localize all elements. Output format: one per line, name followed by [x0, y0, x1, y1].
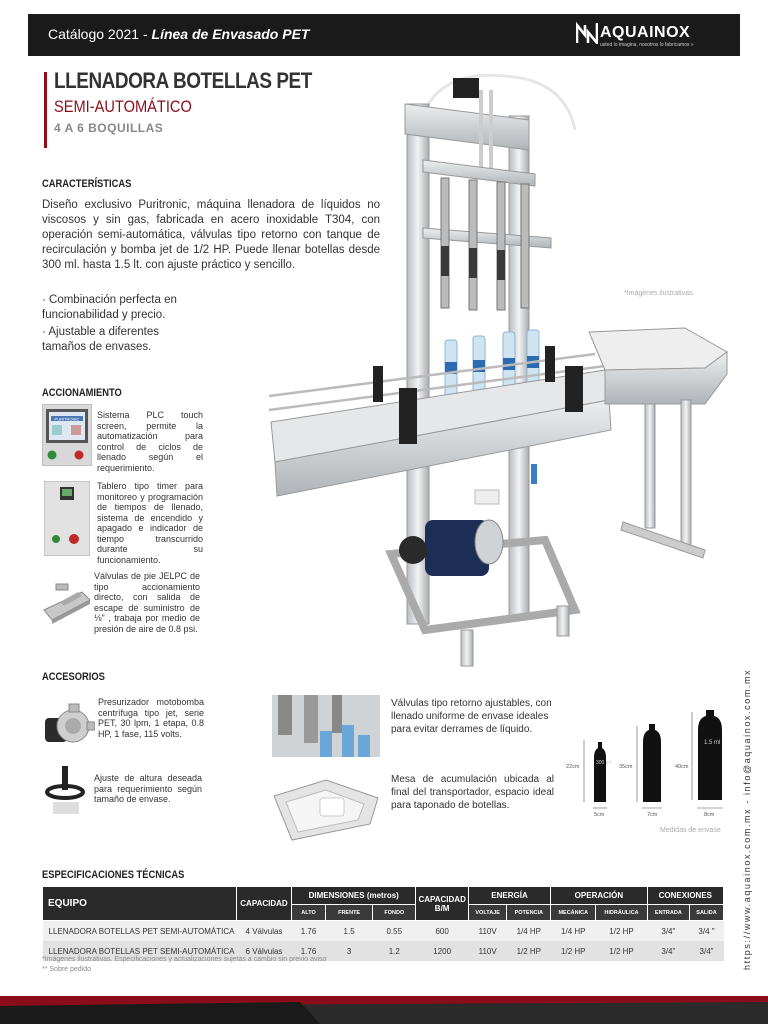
feature-bullet-2: · Ajustable a diferentes tamaños de envases. [42, 326, 159, 353]
sub-salida: SALIDA [690, 905, 724, 921]
cell-capacidad-bm: 600 [416, 921, 468, 942]
bottle-1-height: 22cm [566, 764, 580, 770]
actuation-heading: ACCIONAMIENTO [42, 387, 122, 399]
col-equipo: EQUIPO [43, 887, 237, 921]
cell-frente: 3 [326, 941, 373, 961]
accumulation-table-icon [272, 776, 380, 844]
cell-equipo: LLENADORA BOTELLAS PET SEMI-AUTOMÁTICA [43, 921, 237, 942]
contact-url[interactable]: https://www.aquainox.com.mx - info@aquainox.com.mx [742, 668, 752, 970]
sub-hidraulica: HIDRÁULICA [596, 905, 647, 921]
filling-machine-illustration [265, 70, 735, 680]
col-dimensiones: DIMENSIONES (metros) [291, 887, 415, 905]
pump-description: Presurizador motobomba centrífuga tipo jet, serie PET, 30 lpm, 1 etapa, 0.8 HP, 1 fase, 115 volts. [98, 697, 204, 739]
plc-screen-label: PURITRONIC [54, 416, 80, 422]
product-subtitle: SEMI-AUTOMÁTICO [54, 97, 192, 116]
plc-touchscreen-icon [42, 404, 92, 466]
col-operacion: OPERACIÓN [551, 887, 648, 905]
specs-header-row [43, 887, 724, 905]
catalog-line: Línea de Envasado PET [151, 26, 310, 42]
cell-capacidad: 6 Válvulas [236, 941, 291, 961]
cell-voltaje: 110V [468, 921, 507, 942]
handwheel-description: Ajuste de altura deseada para requerimiento según tamaño de envase. [94, 773, 202, 804]
image-disclaimer: *Imágenes ilustrativas. [624, 290, 695, 297]
specs-table [42, 886, 724, 961]
bottle-2-width: 7cm [647, 812, 658, 818]
bottle-1-width: 5cm [594, 812, 605, 818]
brand-slogan: usted lo imagina, nosotros lo fabricamos » [600, 42, 694, 48]
cell-capacidad: 4 Válvulas [236, 921, 291, 942]
contact-vertical [742, 668, 758, 970]
cell-hidraulica: 1/2 HP [596, 921, 647, 942]
catalog-title [48, 26, 309, 42]
accessories-heading: ACCESORIOS [42, 671, 105, 683]
cell-capacidad-bm: 1200 [416, 941, 468, 961]
product-title: LLENADORA BOTELLAS PET [54, 68, 312, 93]
cell-salida: 3/4" [690, 941, 724, 961]
foot-valve-description: Válvulas de pie JELPC de tipo accionamiento directo, con salida de escape de suministro de ⅛" , trabaja por medio de presión de aire de 0.8 psi. [94, 571, 200, 634]
timer-panel-icon [44, 481, 90, 556]
bottle-2-height: 35cm [619, 764, 633, 770]
specs-footnote-1: *Imágenes ilustrativas. Especificaciones y actualizaciones sujetas a cambio sin previo aviso [42, 956, 327, 963]
cell-fondo: 1.2 [373, 941, 416, 961]
aquainox-logo [576, 22, 726, 50]
accumulation-table-description: Mesa de acumulación ubicada al final del transportador, espacio ideal para taponado de botellas. [391, 774, 554, 811]
title-accent-bar [44, 72, 47, 148]
sub-alto: ALTO [291, 905, 325, 921]
cell-alto: 1.76 [291, 921, 325, 942]
footer-bar [0, 996, 768, 1024]
bottle-size-diagram [560, 704, 730, 824]
sub-voltaje: VOLTAJE [468, 905, 507, 921]
sub-fondo: FONDO [373, 905, 416, 921]
cell-hidraulica: 1/2 HP [596, 941, 647, 961]
cell-salida: 3/4 " [690, 921, 724, 942]
cell-potencia: 1/2 HP [507, 941, 551, 961]
bottle-3-label: 1.5 ml [704, 740, 721, 746]
sub-frente: FRENTE [326, 905, 373, 921]
cell-equipo: LLENADORA BOTELLAS PET SEMI-AUTOMÁTICA [43, 941, 237, 961]
return-valves-description: Válvulas tipo retorno ajustables, con llenado uniforme de envase ideales para evitar derrames de líquido. [391, 698, 552, 735]
plc-description: Sistema PLC touch screen, permite la automatización para control de ciclos de llenado según el requerimiento. [97, 410, 203, 473]
sub-mecanica: MECÁNICA [551, 905, 596, 921]
col-capacidad-bm: CAPACIDAD B/M [416, 887, 468, 921]
height-handwheel-icon [43, 764, 87, 814]
timer-description: Tablero tipo timer para monitoreo y programación de tiempos de llenado, sistema de encendido y apagado e indicador de tiempo transcurrido durante su funcionamiento. [97, 481, 203, 565]
brand-name: AQUAINOX [600, 24, 691, 41]
col-conexiones: CONEXIONES [647, 887, 723, 905]
bottle-3-height: 40cm [675, 764, 689, 770]
cell-potencia: 1/4 HP [507, 921, 551, 942]
cell-frente: 1.5 [326, 921, 373, 942]
cell-entrada: 3/4" [647, 941, 689, 961]
bottle-1-label: 300 ml [596, 760, 612, 766]
features-heading: CARACTERÍSTICAS [42, 178, 132, 190]
col-energia: ENERGÍA [468, 887, 550, 905]
specs-footnote-2: ** Sobre pedido [42, 966, 92, 973]
sub-potencia: POTENCIA [507, 905, 551, 921]
catalog-year: Catálogo 2021 - [48, 26, 152, 42]
return-valves-icon [272, 695, 380, 757]
bottle-diagram-caption: Medidas de envase [660, 827, 721, 834]
logo-mark-icon [576, 22, 598, 44]
feature-bullet-1: · Combinación perfecta en funcionabilidad y precio. [42, 294, 177, 321]
cell-mecanica: 1/4 HP [551, 921, 596, 942]
product-nozzles: 4 A 6 BOQUILLAS [54, 121, 164, 135]
bottle-3-width: 8cm [704, 812, 715, 818]
specs-heading: ESPECIFICACIONES TÉCNICAS [42, 869, 185, 881]
col-capacidad: CAPACIDAD [236, 887, 291, 921]
cell-alto: 1.76 [291, 941, 325, 961]
cell-entrada: 3/4" [647, 921, 689, 942]
features-description: Diseño exclusivo Puritronic, máquina llenadora de líquidos no viscosos y sin gas, fabricada en acero inoxidable T304, con operación semi-automática, válvulas tipo retorno con tanque de recirculación y bomba jet de 1/2 HP. Puede llenar botellas desde 300 ml. hasta 1.5 lt. con ajuste práctico y sencillo. [42, 199, 380, 271]
cell-voltaje: 110V [468, 941, 507, 961]
cell-fondo: 0.55 [373, 921, 416, 942]
foot-valve-icon [42, 580, 92, 624]
catalog-header [28, 14, 740, 56]
cell-mecanica: 1/2 HP [551, 941, 596, 961]
sub-entrada: ENTRADA [647, 905, 689, 921]
pump-icon [43, 702, 95, 748]
table-row [43, 921, 724, 942]
